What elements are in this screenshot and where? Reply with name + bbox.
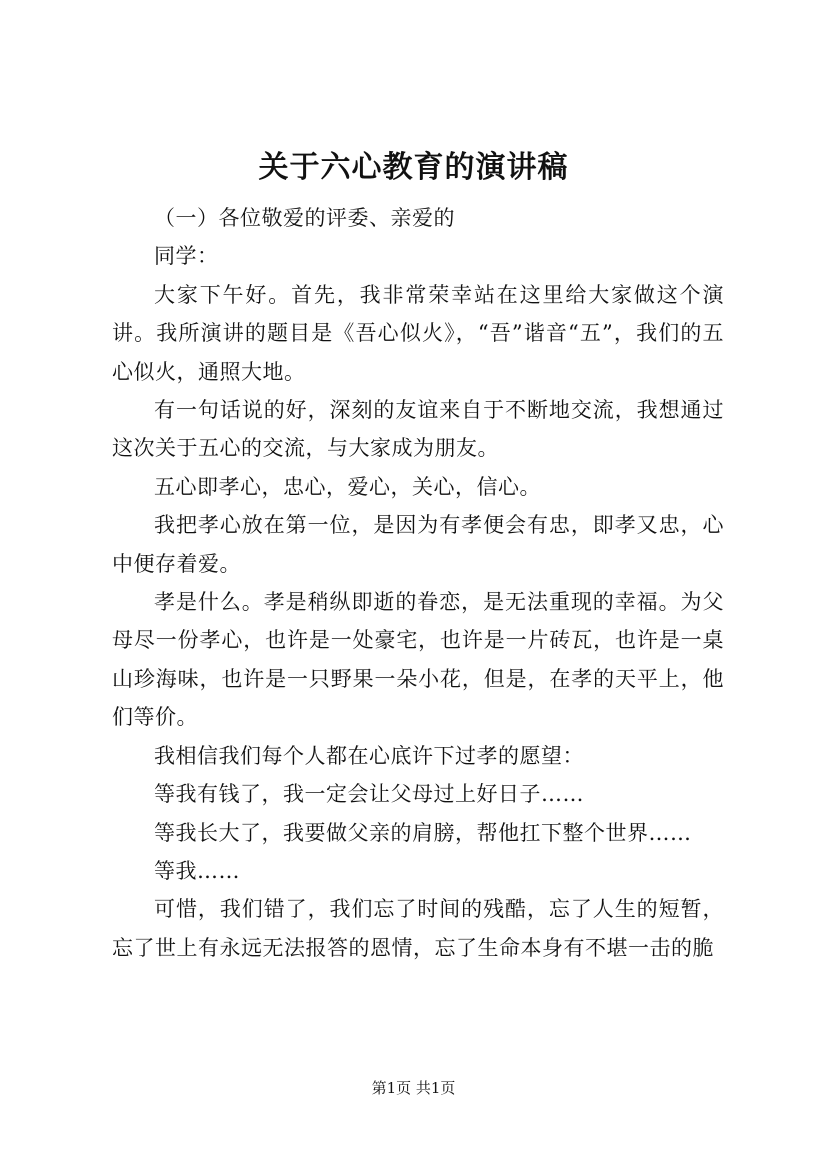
paragraph-wish-money: 等我有钱了，我一定会让父母过上好日子…… xyxy=(154,782,584,807)
paragraph-wish-grow-up: 等我长大了，我要做父亲的肩膀，帮他扛下整个世界…… xyxy=(154,820,692,845)
paragraph-wish-etc: 等我…… xyxy=(154,858,240,883)
paragraph-wish: 我相信我们每个人都在心底许下过孝的愿望： xyxy=(154,743,584,768)
paragraph-five-hearts: 五心即孝心，忠心，爱心，关心，信心。 xyxy=(154,474,541,499)
document-body xyxy=(112,199,724,967)
paragraph-intro: 大家下午好。首先，我非常荣幸站在这里给大家做这个演讲。我所演讲的题目是《吾心似火》，“吾”谐音“五”，我们的五心似火，通照大地。 xyxy=(112,282,724,384)
paragraph-greeting-cont: 同学： xyxy=(154,244,219,269)
paragraph-filial-first: 我把孝心放在第一位，是因为有孝便会有忠，即孝又忠，心中便存着爱。 xyxy=(112,513,724,576)
paragraph-greeting: （一）各位敬爱的评委、亲爱的 xyxy=(154,206,455,230)
document-title: 关于六心教育的演讲稿 xyxy=(258,150,569,185)
paragraph-regret: 可惜，我们错了，我们忘了时间的残酷，忘了人生的短暂，忘了世上有永远无法报答的恩情，忘了生命本身有不堪一击的脆 xyxy=(112,897,724,960)
page-footer: 第1页 共1页 xyxy=(371,1079,456,1097)
paragraph-friendship: 有一句话说的好，深刻的友谊来自于不断地交流，我想通过这次关于五心的交流，与大家成为朋友。 xyxy=(112,398,724,461)
paragraph-what-is-filial: 孝是什么。孝是稍纵即逝的眷恋，是无法重现的幸福。为父母尽一份孝心，也许是一处豪宅，也许是一片砖瓦，也许是一桌山珍海味，也许是一只野果一朵小花，但是，在孝的天平上，他们等价。 xyxy=(112,590,724,730)
